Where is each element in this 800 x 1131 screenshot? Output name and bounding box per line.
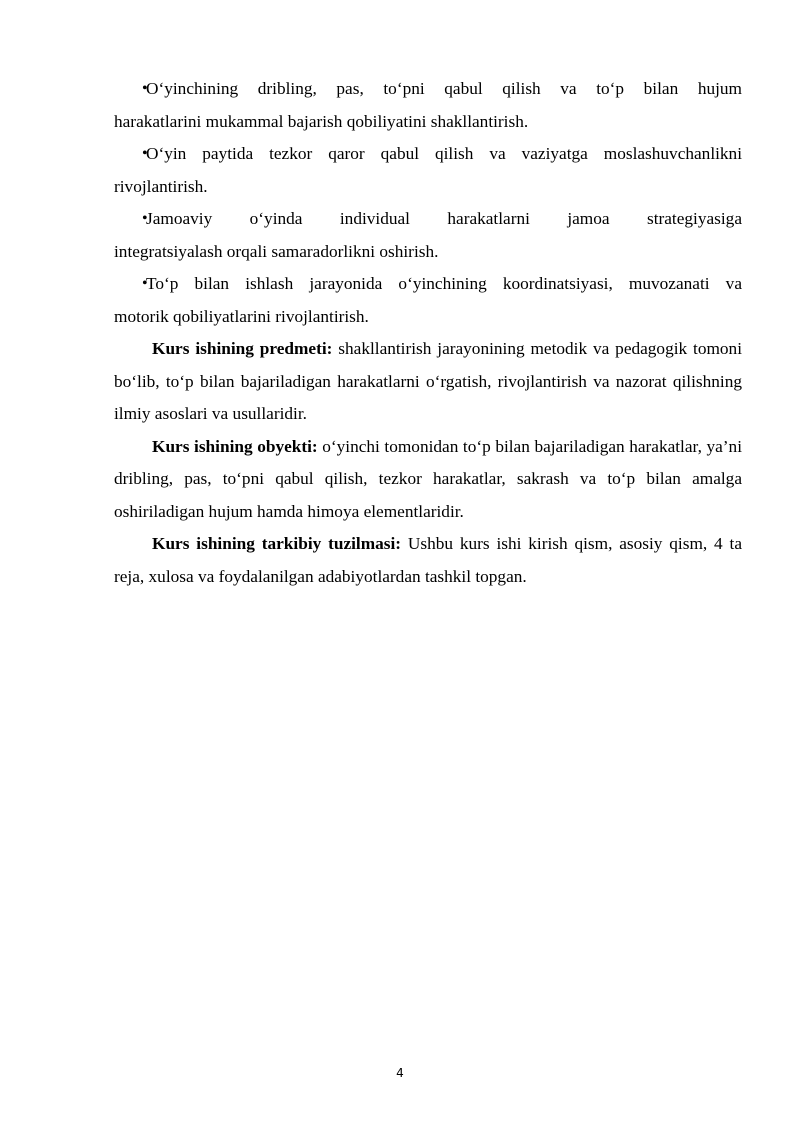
paragraph-label: Kurs ishining tarkibiy tuzilmasi: xyxy=(152,534,402,553)
bullet-item-2 xyxy=(114,138,742,203)
bullet-item-3 xyxy=(114,203,742,268)
bullet-continuation: harakatlarini mukammal bajarish qobiliyatini shakllantirish. xyxy=(114,111,529,131)
paragraph-label: Kurs ishining obyekti: xyxy=(152,436,318,456)
page-body xyxy=(114,73,742,593)
bullet-item-1 xyxy=(114,73,742,138)
paragraph-text: shakllantirish jarayonining metodik va pedagogik tomoni bo‘lib, to‘p bilan bajariladigan harakatlarni o‘rgatish, rivojlantirish va nazorat qilishning ilmiy asoslari va usullaridir. xyxy=(114,339,742,423)
paragraph-label: Kurs ishining predmeti: xyxy=(152,339,333,358)
bullet-continuation: rivojlantirish. xyxy=(114,176,208,196)
bullet-line-1: O‘yinchining dribling, pas, to‘pni qabul qilish va to‘p bilan hujum xyxy=(146,79,742,98)
paragraph-predmeti xyxy=(114,333,742,431)
bullet-continuation: integratsiyalash orqali samaradorlikni oshirish. xyxy=(114,241,439,261)
bullet-line-1: To‘p bilan ishlash jarayonida o‘yinchining koordinatsiyasi, muvozanati va xyxy=(146,274,742,293)
paragraph-text: o‘yinchi tomonidan to‘p bilan bajariladigan harakatlar, ya’ni dribling, pas, to‘pni qabul qilish, tezkor harakatlar, sakrash va to‘p bilan amalga oshiriladigan hujum hamda himoya elementlaridir. xyxy=(114,436,742,521)
bullet-icon: • xyxy=(142,210,148,227)
bullet-continuation: motorik qobiliyatlarini rivojlantirish. xyxy=(114,306,369,326)
bullet-item-4 xyxy=(114,268,742,333)
bullet-icon: • xyxy=(142,275,148,292)
paragraph-text: Ushbu kurs ishi kirish qism, asosiy qism, 4 ta reja, xulosa va foydalanilgan adabiyotlardan tashkil topgan. xyxy=(114,534,743,586)
bullet-line-1: O‘yin paytida tezkor qaror qabul qilish va vaziyatga moslashuvchanlikni xyxy=(146,144,742,163)
paragraph-obyekti xyxy=(114,431,742,529)
bullet-line-1: Jamoaviy o‘yinda individual harakatlarni jamoa strategiyasiga xyxy=(146,209,742,228)
bullet-icon: • xyxy=(142,80,148,97)
page-number: 4 xyxy=(396,1066,404,1080)
bullet-icon: • xyxy=(142,145,148,162)
paragraph-tarkibiy-tuzilmasi xyxy=(114,528,742,593)
